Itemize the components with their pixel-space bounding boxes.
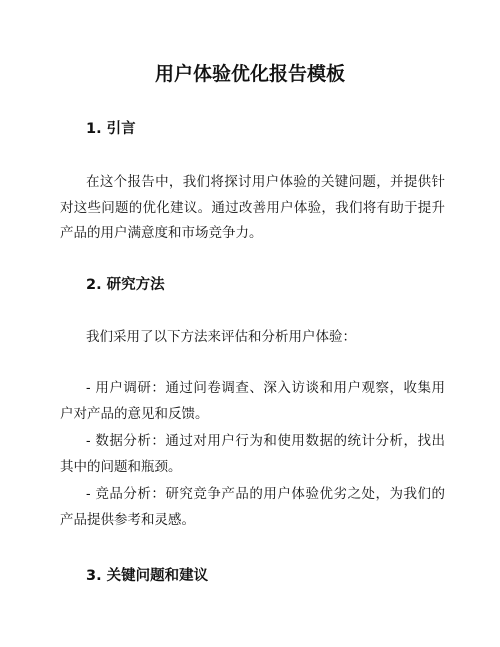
list-item-data-analysis: - 数据分析：通过对用户行为和使用数据的统计分析，找出其中的问题和瓶颈。: [60, 433, 445, 475]
research-methods-intro-paragraph: 我们采用了以下方法来评估和分析用户体验：: [86, 329, 356, 345]
list-item-competitor-analysis: - 竞品分析：研究竞争产品的用户体验优劣之处，为我们的产品提供参考和灵感。: [60, 486, 445, 528]
section-heading-introduction: 1. 引言: [86, 121, 136, 137]
introduction-paragraph: 在这个报告中，我们将探讨用户体验的关键问题，并提供针对这些问题的优化建议。通过改善用户体验，我们将有助于提升产品的用户满意度和市场竞争力。: [60, 174, 445, 241]
section-heading-research-methods: 2. 研究方法: [86, 277, 165, 293]
list-item-user-research: - 用户调研：通过问卷调查、深入访谈和用户观察，收集用户对产品的意见和反馈。: [60, 380, 445, 422]
document-title: 用户体验优化报告模板: [154, 63, 345, 85]
section-heading-key-issues: 3. 关键问题和建议: [86, 568, 209, 584]
